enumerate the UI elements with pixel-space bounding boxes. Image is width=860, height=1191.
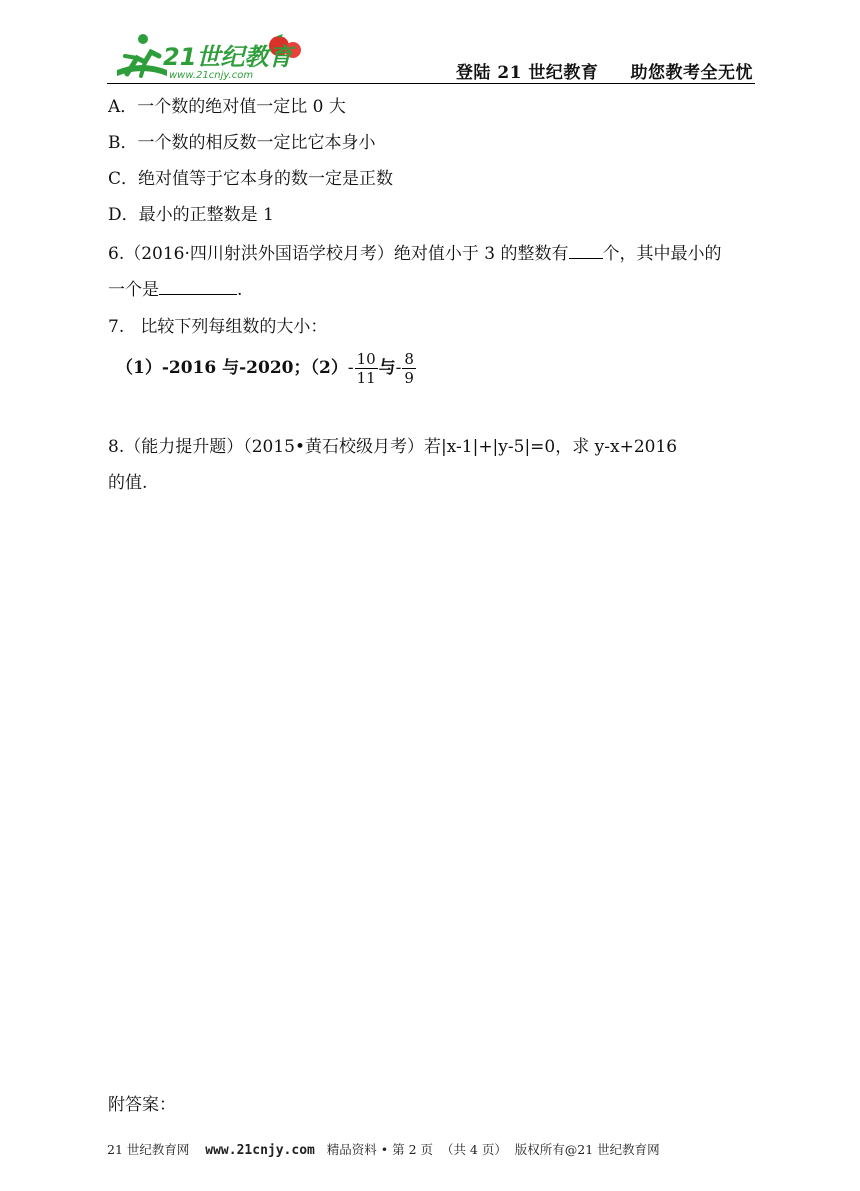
question-6-line-2: 一个是 .	[108, 280, 243, 300]
header-divider	[107, 83, 755, 84]
option-a: A．一个数的绝对值一定比 0 大	[108, 97, 346, 117]
answer-blank-smallest[interactable]	[159, 278, 237, 295]
question-8-line-1: 8.（能力提升题）（2015•黄石校级月考）若|x-1|+|y-5|=0，求 y-x+2016	[108, 437, 678, 457]
option-c: C．绝对值等于它本身的数一定是正数	[108, 169, 394, 189]
question-8-line-2: 的值.	[108, 473, 148, 493]
answers-label: 附答案：	[108, 1095, 176, 1115]
fraction-8-9: $\frac{8}{9}$	[404, 350, 414, 387]
footer-site-link[interactable]: www.21cnjy.com	[205, 1143, 315, 1158]
logo-21cnjy	[107, 30, 307, 82]
svg-text:www.21cnjy.com: www.21cnjy.com	[169, 70, 254, 81]
svg-text:21世纪教育: 21世纪教育	[163, 43, 293, 71]
page-footer: 21 世纪教育网 www.21cnjy.com 精品资料 • 第 2 页 （共 4 页） 版权所有@21 世纪教育网	[107, 1142, 660, 1158]
header-slogan: 登陆 21 世纪教育 助您教考全无忧	[455, 63, 753, 83]
page-header	[107, 28, 755, 84]
option-b: B．一个数的相反数一定比它本身小	[108, 133, 376, 153]
question-7-items: （1）-2016 与-2020；（2）- $\frac{10}{11}$ 与- $\frac{8}{9}$	[116, 350, 414, 387]
question-6-line-1: 6.（2016·四川射洪外国语学校月考）绝对值小于 3 的整数有 个，其中最小的	[108, 244, 722, 264]
fraction-10-11: $\frac{10}{11}$	[356, 350, 376, 387]
option-d: D．最小的正整数是 1	[108, 205, 274, 225]
question-7-title: 7. 比较下列每组数的大小：	[108, 317, 328, 337]
answer-blank-count[interactable]	[569, 242, 603, 259]
